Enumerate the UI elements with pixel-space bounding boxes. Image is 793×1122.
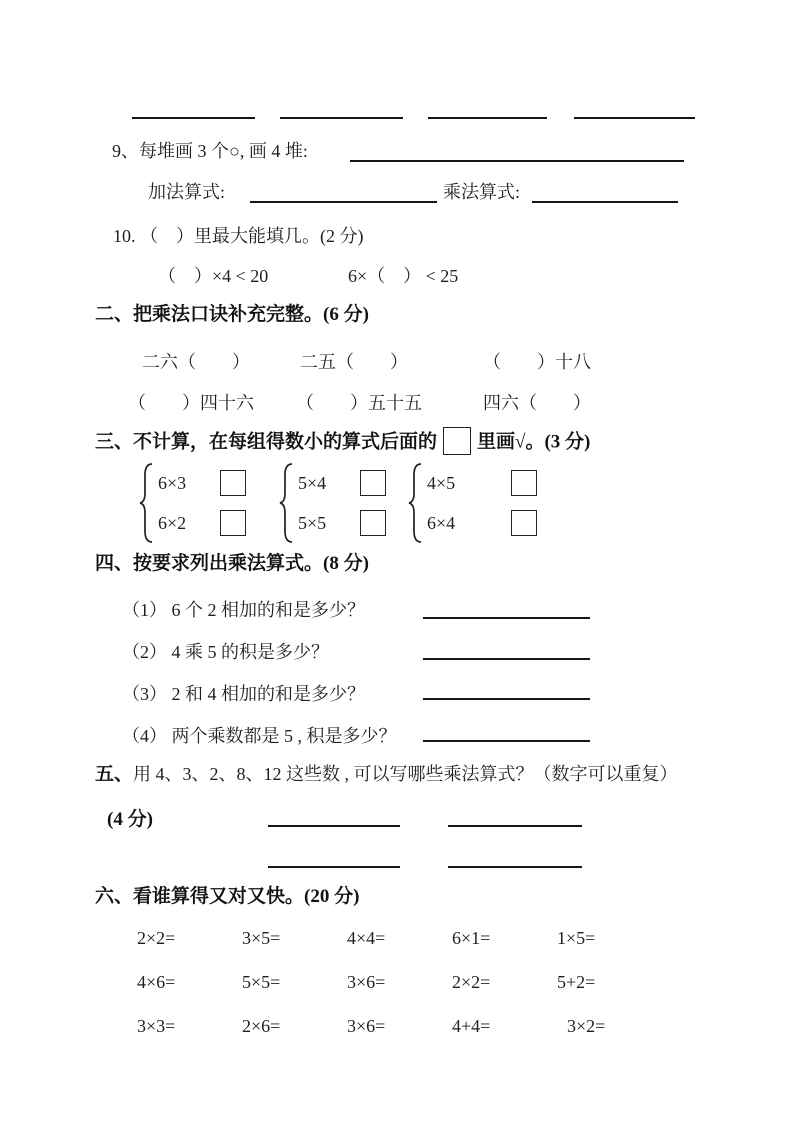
section-4-title: 四、按要求列出乘法算式。(8 分) xyxy=(95,553,369,574)
blank-line xyxy=(532,201,678,203)
expression: 5×5 xyxy=(298,512,327,533)
mult-rhyme-item: 四六（ ） xyxy=(483,393,591,413)
answer-box xyxy=(443,427,471,455)
blank-line xyxy=(268,825,400,827)
oral-calc-row xyxy=(137,928,677,949)
compare-group xyxy=(138,462,246,544)
blank-line xyxy=(423,740,590,742)
section-3-title xyxy=(95,429,590,457)
left-brace-icon xyxy=(138,462,154,544)
section-5-points: (4 分) xyxy=(107,809,153,830)
mult-rhyme-item: （ ）十八 xyxy=(483,352,591,372)
section-5-title xyxy=(95,762,678,787)
section-5-question: 用 4、3、2、8、12 这些数 , 可以写哪些乘法算式？（数字可以重复） xyxy=(133,764,678,784)
expression: 6×4 xyxy=(427,512,456,533)
compare-group xyxy=(278,462,386,544)
compare-group xyxy=(407,462,537,544)
section-5-number: 五、 xyxy=(95,764,134,785)
calc-item: 2×2= xyxy=(137,928,176,948)
calc-item: 3×6= xyxy=(347,1016,386,1036)
section-6-title: 六、看谁算得又对又快。(20 分) xyxy=(95,886,360,907)
blank-line xyxy=(350,160,684,162)
calc-item: 3×2= xyxy=(567,1016,606,1036)
section-4-item: （1） 6 个 2 相加的和是多少？ xyxy=(122,600,365,620)
calc-item: 2×6= xyxy=(242,1016,281,1036)
oral-calc-row xyxy=(137,1016,677,1037)
blank-line xyxy=(423,658,590,660)
blank-line xyxy=(428,117,547,119)
blank-line xyxy=(423,698,590,700)
answer-box xyxy=(220,510,246,536)
mult-rhyme-item: （ ）五十五 xyxy=(296,393,422,413)
blank-line xyxy=(423,617,590,619)
calc-item: 5×5= xyxy=(242,972,281,992)
calc-item: 3×6= xyxy=(347,972,386,992)
section-4-item: （2） 4 乘 5 的积是多少？ xyxy=(122,642,329,662)
calc-item: 4+4= xyxy=(452,1016,491,1036)
left-brace-icon xyxy=(407,462,423,544)
calc-item: 3×3= xyxy=(137,1016,176,1036)
addition-expression-label: 加法算式: xyxy=(148,182,226,202)
blank-line xyxy=(250,201,437,203)
blank-line xyxy=(574,117,695,119)
blank-line xyxy=(448,825,582,827)
calc-item: 1×5= xyxy=(557,928,596,948)
question-10-title: 10. （ ）里最大能填几。(2 分) xyxy=(113,226,364,246)
blank-line xyxy=(280,117,403,119)
question-9-text: 9、每堆画 3 个○, 画 4 堆: xyxy=(112,141,308,161)
blank-line xyxy=(448,866,582,868)
calc-item: 4×4= xyxy=(347,928,386,948)
section-3-title-before: 三、不计算，在每组得数小的算式后面的 xyxy=(95,431,438,453)
calc-item: 4×6= xyxy=(137,972,176,992)
expression: 6×3 xyxy=(158,472,187,493)
calc-item: 6×1= xyxy=(452,928,491,948)
section-3-title-after: 里画√。(3 分) xyxy=(477,431,591,453)
answer-box xyxy=(360,470,386,496)
calc-item: 2×2= xyxy=(452,972,491,992)
section-4-item: （3） 2 和 4 相加的和是多少？ xyxy=(122,684,365,704)
calc-item: 5+2= xyxy=(557,972,596,992)
answer-box xyxy=(220,470,246,496)
blank-line xyxy=(268,866,400,868)
mult-rhyme-item: 二六（ ） xyxy=(142,352,250,372)
mult-rhyme-item: （ ）四十六 xyxy=(128,393,254,413)
question-10-expr1: （ ）×4 < 20 xyxy=(158,266,269,286)
left-brace-icon xyxy=(278,462,294,544)
expression: 5×4 xyxy=(298,472,327,493)
section-4-item: （4） 两个乘数都是 5 , 积是多少？ xyxy=(122,726,397,746)
multiplication-expression-label: 乘法算式: xyxy=(443,182,521,202)
blank-line xyxy=(132,117,255,119)
calc-item: 3×5= xyxy=(242,928,281,948)
mult-rhyme-item: 二五（ ） xyxy=(300,352,408,372)
answer-box xyxy=(360,510,386,536)
question-10-expr2: 6×（ ） < 25 xyxy=(348,266,459,286)
oral-calc-row xyxy=(137,972,677,993)
expression: 6×2 xyxy=(158,512,187,533)
expression: 4×5 xyxy=(427,472,456,493)
answer-box xyxy=(511,470,537,496)
section-2-title: 二、把乘法口诀补充完整。(6 分) xyxy=(95,304,369,325)
answer-box xyxy=(511,510,537,536)
